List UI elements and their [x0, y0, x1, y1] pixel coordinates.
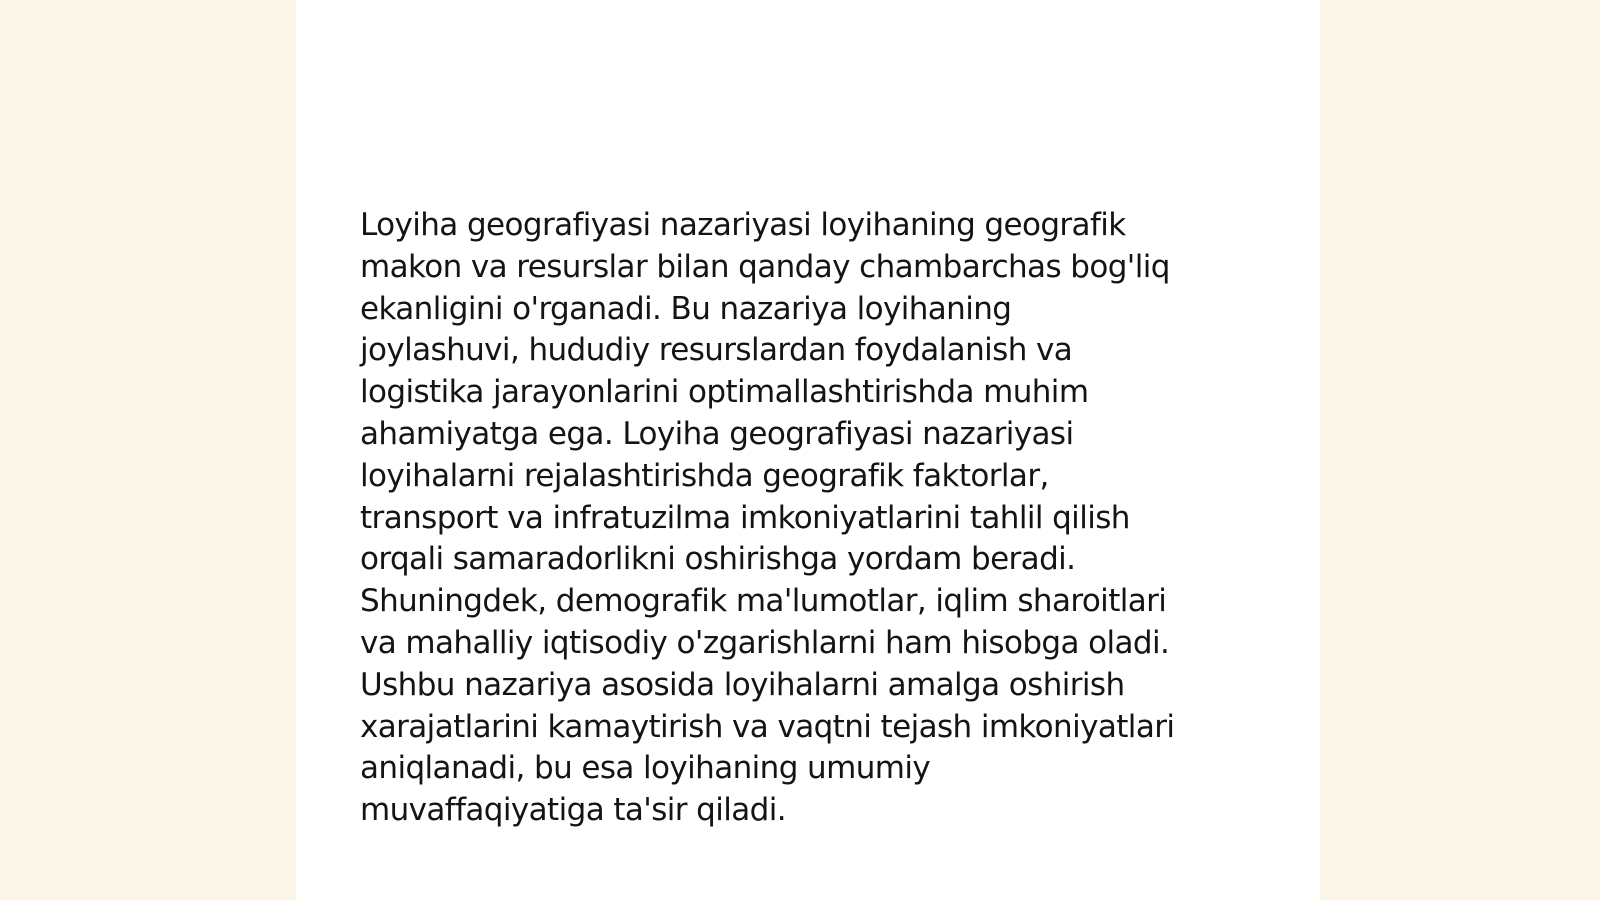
- slide-canvas: [296, 0, 1320, 900]
- slide-body-paragraph: Loyiha geografiyasi nazariyasi loyihaning geografik makon va resurslar bilan qanday chambarchas bog'liq ekanligini o'rganadi. Bu nazariya loyihaning joylashuvi, hududiy resurslardan foydalanish va logistika jarayonlarini optimallashtirishda muhim ahamiyatga ega. Loyiha geografiyasi nazariyasi loyihalarni rejalashtirishda geografik faktorlar, transport va infratuzilma imkoniyatlarini tahlil qilish orqali samaradorlikni oshirishga yordam beradi. Shuningdek, demografik ma'lumotlar, iqlim sharoitlari va mahalliy iqtisodiy o'zgarishlarni ham hisobga oladi. Ushbu nazariya asosida loyihalarni amalga oshirish xarajatlarini kamaytirish va vaqtni tejash imkoniyatlari aniqlanadi, bu esa loyihaning umumiy muvaffaqiyatiga ta'sir qiladi.: [360, 207, 1175, 829]
